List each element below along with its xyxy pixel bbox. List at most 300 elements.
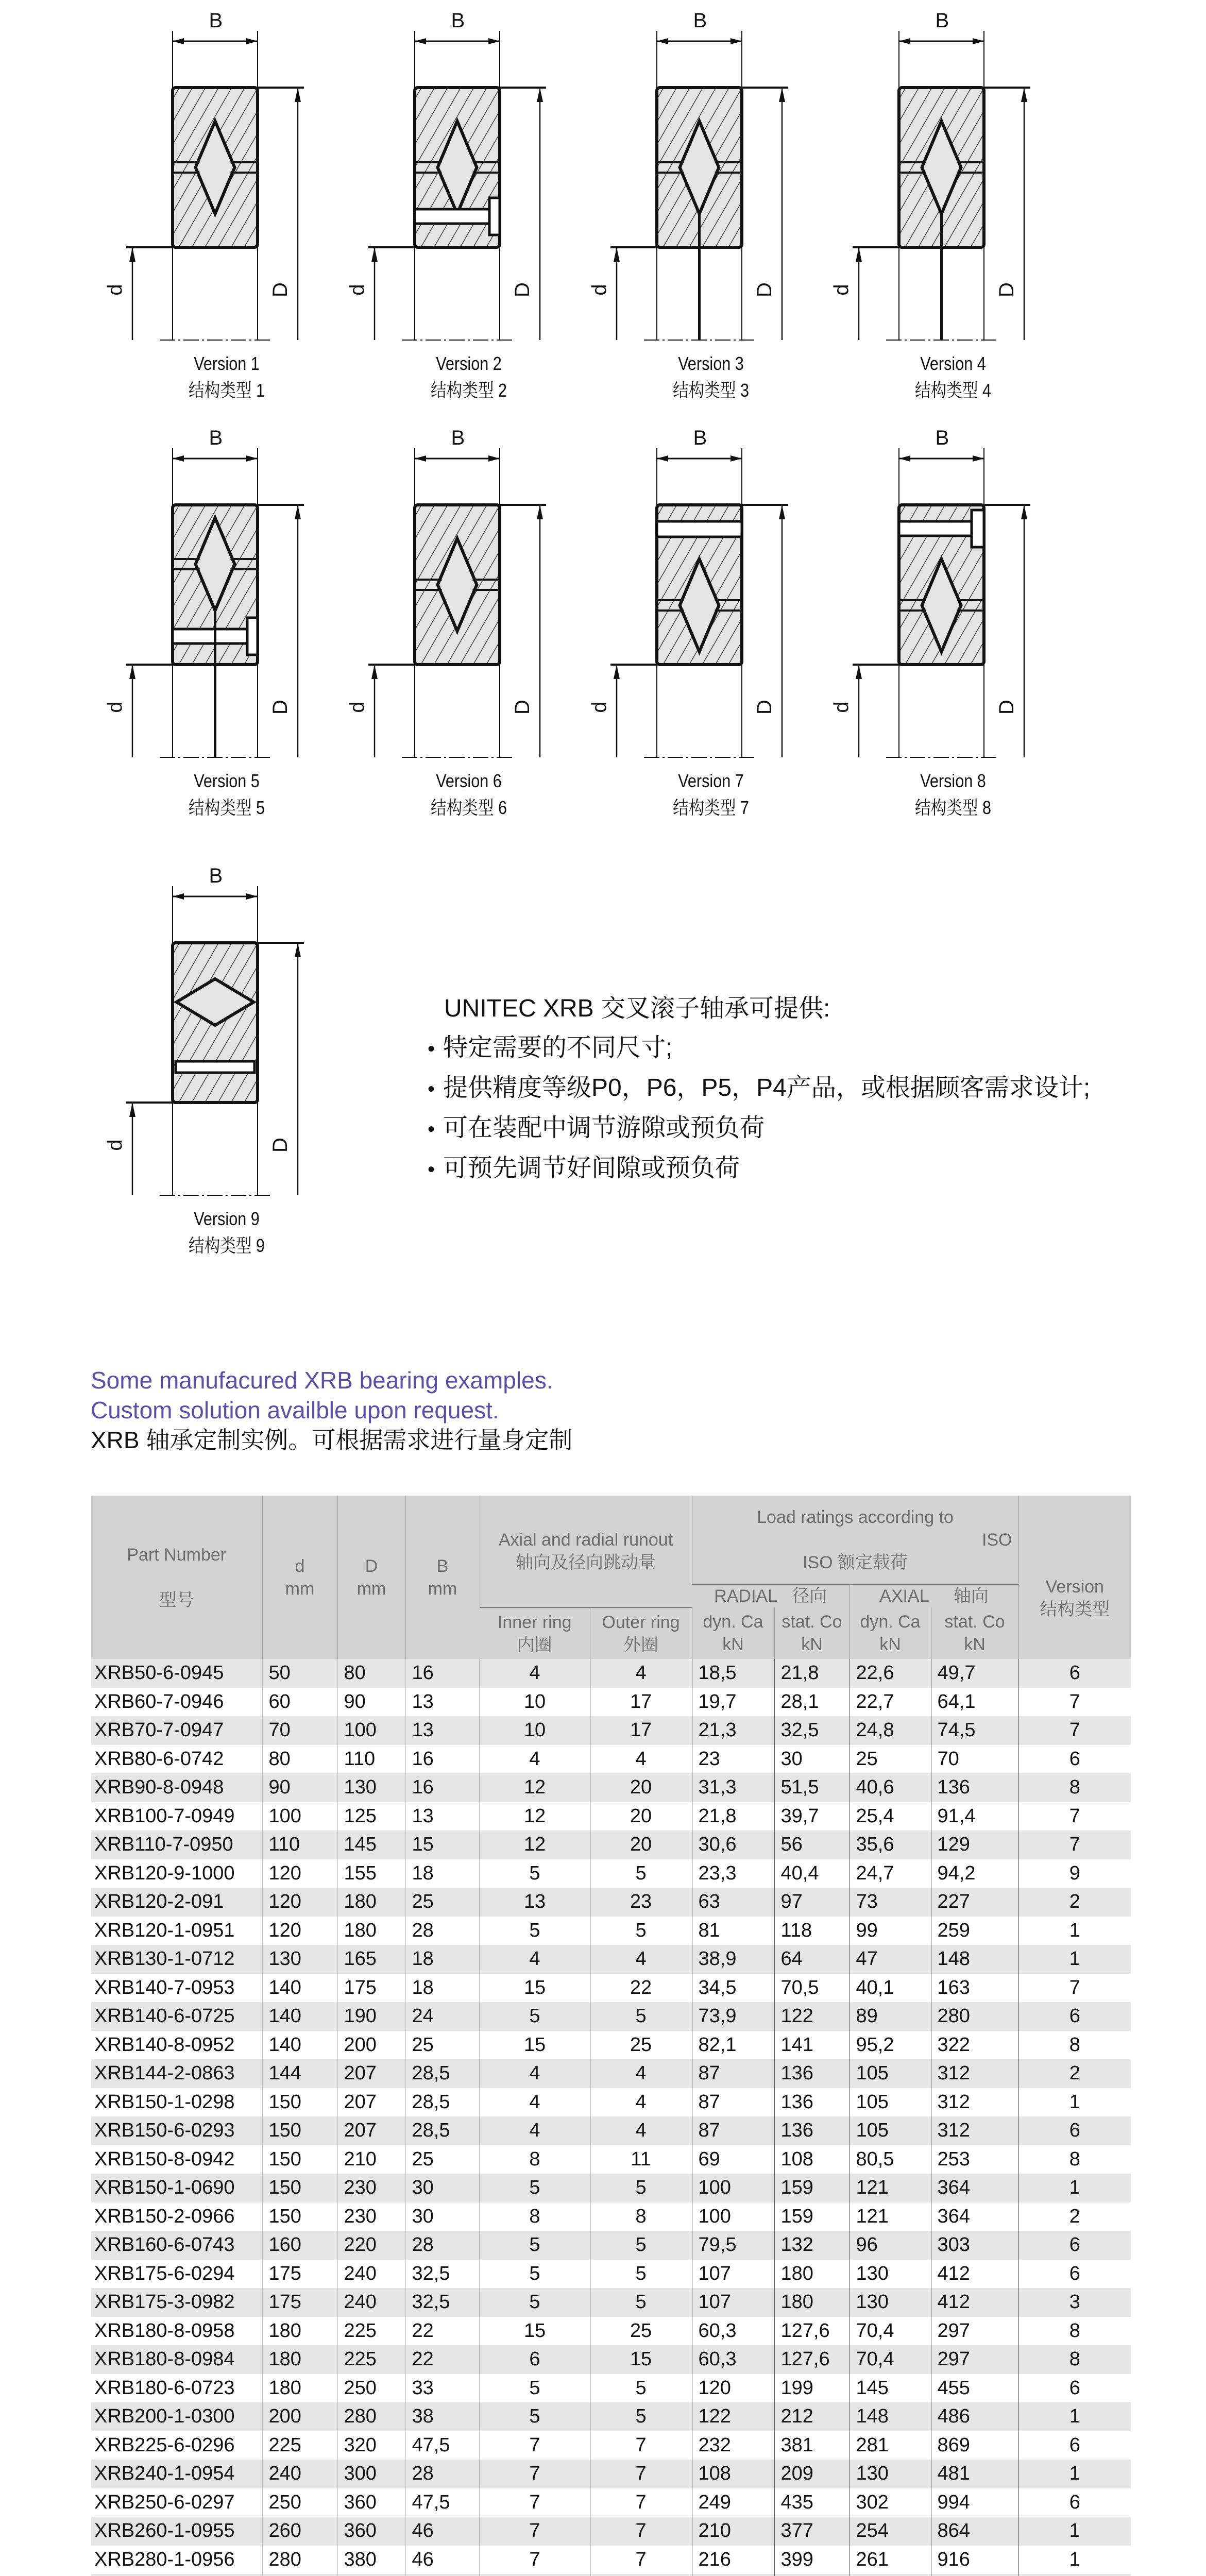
bearing-cross-section (93, 866, 361, 1226)
table-cell: 381 (774, 2431, 850, 2460)
table-cell: 260 (262, 2517, 337, 2546)
table-cell (1018, 2574, 1131, 2576)
table-cell: 28,5 (405, 2116, 480, 2145)
table-cell: 360 (337, 2488, 405, 2517)
table-cell: 110 (337, 1745, 405, 1774)
table-cell: 70 (931, 1745, 1018, 1774)
table-cell: 22 (405, 2317, 480, 2346)
table-cell: 100 (692, 2202, 774, 2231)
table-row (91, 1802, 1131, 1831)
table-cell: 2 (1018, 1888, 1131, 1917)
table-cell: 4 (480, 1745, 590, 1774)
table-cell: 8 (480, 2202, 590, 2231)
table-cell: 180 (262, 2317, 337, 2346)
header-text: dyn. Ca (703, 1612, 763, 1632)
table-cell: 23 (692, 1745, 774, 1774)
table-cell: 7 (1018, 1688, 1131, 1717)
version-drawing (819, 10, 1087, 422)
header-D (337, 1496, 405, 1659)
table-cell: 127,6 (774, 2317, 850, 2346)
table-cell: 8 (1018, 1773, 1131, 1802)
dimension-b-label: B (451, 427, 465, 449)
cell-part-number: XRB180-6-0723 (94, 2377, 235, 2399)
header-text-zh: 轴向及径向跳动量 (516, 1553, 656, 1572)
table-cell: 5 (480, 1917, 590, 1945)
cell-part-number: XRB175-6-0294 (94, 2262, 235, 2284)
table-cell: 994 (931, 2488, 1018, 2517)
table-cell: 280 (337, 2402, 405, 2431)
table-cell: 4 (590, 2088, 692, 2117)
table-cell: 5 (590, 1859, 692, 1888)
table-cell: 40,6 (850, 1773, 931, 1802)
table-cell: 8 (480, 2145, 590, 2174)
table-row (91, 2460, 1131, 2488)
table-cell: 13 (405, 1716, 480, 1745)
dimension-b-label: B (693, 427, 707, 449)
table-cell: 107 (692, 2288, 774, 2317)
table-cell (405, 2574, 480, 2576)
table-cell: 130 (850, 2460, 931, 2488)
table-cell: 5 (480, 2002, 590, 2031)
table-cell: 74,5 (931, 1716, 1018, 1745)
cell-part-number: XRB140-8-0952 (94, 2033, 235, 2056)
version-drawing (335, 428, 603, 840)
table-cell: 19,7 (692, 1688, 774, 1717)
table-cell: 232 (692, 2431, 774, 2460)
table-cell: 125 (337, 1802, 405, 1831)
table-cell: 412 (931, 2288, 1018, 2317)
table-cell: 7 (480, 2488, 590, 2517)
table-cell: 4 (590, 1659, 692, 1688)
table-cell: 10 (480, 1688, 590, 1717)
table-cell: 320 (337, 2431, 405, 2460)
table-cell: 261 (850, 2546, 931, 2574)
table-cell: 5 (590, 2374, 692, 2403)
feature-list-title: UNITEC XRB 交叉滚子轴承可提供: (444, 995, 830, 1022)
table-cell: 7 (590, 2460, 692, 2488)
table-cell: 40,1 (850, 1974, 931, 2003)
table-cell: 23,3 (692, 1859, 774, 1888)
table-cell: 250 (337, 2374, 405, 2403)
header-text: stat. Co (782, 1612, 842, 1632)
header-unit: mm (285, 1579, 315, 1599)
table-cell: 4 (480, 1659, 590, 1688)
table-cell: 94,2 (931, 1859, 1018, 1888)
table-cell: 21,3 (692, 1716, 774, 1745)
table-cell: 9 (1018, 1859, 1131, 1888)
version-label: Version 4 (920, 353, 986, 374)
table-cell: 13 (480, 1888, 590, 1917)
table-cell: 16 (405, 1773, 480, 1802)
dimension-D-label: D (268, 282, 292, 297)
cell-part-number: XRB80-6-0742 (94, 1748, 224, 1770)
table-cell: 377 (774, 2517, 850, 2546)
table-cell: 254 (850, 2517, 931, 2546)
table-cell: 28,5 (405, 2059, 480, 2088)
table-cell: 25 (405, 2031, 480, 2060)
table-cell: 46 (405, 2546, 480, 2574)
table-cell: 225 (337, 2345, 405, 2374)
bullet-icon: • (428, 1078, 435, 1100)
table-cell: 47,5 (405, 2431, 480, 2460)
bullet-icon: • (428, 1158, 435, 1181)
table-cell: 99 (850, 1917, 931, 1945)
header-radial-stat (774, 1607, 850, 1659)
table-cell: 87 (692, 2088, 774, 2117)
table-row (91, 1659, 1131, 1688)
table-cell: 7 (1018, 1831, 1131, 1859)
table-cell: 160 (262, 2231, 337, 2260)
table-cell: 95,2 (850, 2031, 931, 2060)
table-cell: 5 (480, 2374, 590, 2403)
cell-part-number: XRB70-7-0947 (91, 1716, 262, 1745)
table-cell: 259 (931, 1917, 1018, 1945)
table-cell: 28 (405, 2460, 480, 2488)
table-cell: 15 (405, 1831, 480, 1859)
table-cell: 140 (262, 1974, 337, 2003)
header-unit: mm (428, 1579, 457, 1599)
version-label-zh: 结构类型 1 (189, 380, 265, 401)
table-cell: 80,5 (850, 2145, 931, 2174)
table-cell: 20 (590, 1831, 692, 1859)
table-cell: 70,4 (850, 2345, 931, 2374)
table-cell: 4 (590, 2059, 692, 2088)
table-cell: 25,4 (850, 1802, 931, 1831)
table-cell: 122 (774, 2002, 850, 2031)
table-cell: 28,1 (774, 1688, 850, 1717)
cell-part-number: XRB60-7-0946 (94, 1690, 224, 1713)
feature-item (428, 1109, 1090, 1149)
table-cell: 21,8 (692, 1802, 774, 1831)
table-row (91, 1773, 1131, 1802)
table-cell (590, 2574, 692, 2576)
table-cell: 297 (931, 2317, 1018, 2346)
table-row (91, 1974, 1131, 2003)
table-cell: 200 (262, 2402, 337, 2431)
table-row (91, 1716, 1131, 1745)
table-cell: 159 (774, 2174, 850, 2202)
note-line-1: Some manufacured XRB bearing examples. (91, 1367, 553, 1394)
table-cell: 120 (692, 2374, 774, 2403)
dimension-D-label: D (268, 1138, 292, 1153)
table-cell: 46 (405, 2517, 480, 2546)
table-cell: 1 (1018, 2402, 1131, 2431)
table-cell: 200 (337, 2031, 405, 2060)
header-axial-dyn (850, 1607, 931, 1659)
header-radial (692, 1584, 850, 1607)
version-drawing (335, 10, 603, 422)
table-cell: 25 (590, 2031, 692, 2060)
version-label-zh: 结构类型 2 (431, 380, 507, 401)
version-label-zh: 结构类型 3 (673, 380, 749, 401)
table-cell: 180 (774, 2288, 850, 2317)
table-cell: 1 (1018, 2460, 1131, 2488)
version-drawing (93, 428, 361, 840)
table-cell: 12 (480, 1802, 590, 1831)
version-label-zh: 结构类型 9 (189, 1235, 265, 1256)
header-text: Part Number (127, 1545, 227, 1565)
table-cell: 455 (931, 2374, 1018, 2403)
cell-part-number: XRB100-7-0949 (94, 1805, 235, 1827)
bearing-cross-section (93, 10, 361, 371)
table-row (91, 1945, 1131, 1974)
table-cell: 39,7 (774, 1802, 850, 1831)
header-unit: kN (964, 1635, 986, 1654)
table-cell: 8 (1018, 2345, 1131, 2374)
table-cell: 13 (405, 1802, 480, 1831)
header-load-ratings (692, 1496, 1018, 1584)
table-cell: 8 (1018, 2317, 1131, 2346)
table-cell (850, 2574, 931, 2576)
table-cell: 79,5 (692, 2231, 774, 2260)
table-cell: 130 (850, 2260, 931, 2289)
table-cell: 140 (262, 2031, 337, 2060)
table-cell: 225 (337, 2317, 405, 2346)
version-label: Version 1 (194, 353, 260, 374)
bearing-cross-section (577, 428, 845, 788)
table-cell: 105 (850, 2059, 931, 2088)
table-cell: 212 (774, 2402, 850, 2431)
table-cell: 150 (262, 2202, 337, 2231)
table-cell: 81 (692, 1917, 774, 1945)
table-row (91, 2517, 1131, 2546)
table-cell: 64 (774, 1945, 850, 1974)
table-cell: 4 (480, 2088, 590, 2117)
dimension-d-label: d (346, 284, 369, 296)
header-text-zh: 结构类型 (1040, 1599, 1110, 1619)
table-cell: 51,5 (774, 1773, 850, 1802)
table-cell: 22,6 (850, 1659, 931, 1688)
table-cell: 32,5 (405, 2260, 480, 2289)
header-unit: kN (879, 1635, 901, 1654)
table-cell: 5 (590, 2402, 692, 2431)
cell-part-number: XRB150-6-0293 (91, 2116, 262, 2145)
table-row (91, 1888, 1131, 1917)
bearing-cross-section (93, 428, 361, 788)
table-row (91, 2145, 1131, 2174)
table-cell: 127,6 (774, 2345, 850, 2374)
dimension-d-label: d (104, 284, 127, 296)
table-cell: 22,7 (850, 1688, 931, 1717)
table-cell: 280 (931, 2002, 1018, 2031)
table-cell: 136 (931, 1773, 1018, 1802)
table-cell: 380 (337, 2546, 405, 2574)
feature-item (428, 1028, 1090, 1069)
table-cell: 7 (480, 2460, 590, 2488)
table-cell: 8 (590, 2202, 692, 2231)
header-text: AXIAL (879, 1586, 929, 1606)
table-cell: 5 (480, 2260, 590, 2289)
header-text-iso: ISO (981, 1530, 1012, 1550)
table-cell: 15 (590, 2345, 692, 2374)
header-text: d (295, 1556, 305, 1576)
table-cell: 3 (1018, 2288, 1131, 2317)
table-cell: 916 (931, 2546, 1018, 2574)
table-cell: 7 (590, 2488, 692, 2517)
table-cell: 250 (262, 2488, 337, 2517)
table-cell: 30 (405, 2202, 480, 2231)
header-text-zh: 轴向 (953, 1586, 989, 1606)
dimension-b-label: B (209, 427, 223, 449)
header-unit: kN (722, 1635, 744, 1654)
table-cell: 864 (931, 2517, 1018, 2546)
table-cell: 412 (931, 2260, 1018, 2289)
table-cell: 6 (480, 2345, 590, 2374)
table-cell: 32,5 (774, 1716, 850, 1745)
header-radial-dyn (692, 1607, 774, 1659)
table-cell: 364 (931, 2202, 1018, 2231)
header-runout (480, 1496, 692, 1607)
table-cell: 5 (590, 2260, 692, 2289)
table-cell: 25 (405, 1888, 480, 1917)
dimension-b-label: B (693, 9, 707, 32)
table-cell: 6 (1018, 2116, 1131, 2145)
table-cell (931, 2574, 1018, 2576)
table-cell: 240 (337, 2260, 405, 2289)
cell-part-number: XRB150-2-0966 (94, 2205, 235, 2227)
cell-part-number: XRB175-3-0982 (91, 2288, 262, 2317)
header-part-number (91, 1496, 262, 1659)
table-row (91, 2174, 1131, 2202)
table-cell: 7 (590, 2517, 692, 2546)
dimension-d-label: d (104, 1139, 127, 1151)
table-cell: 180 (262, 2345, 337, 2374)
version-label: Version 9 (194, 1208, 260, 1229)
feature-text: 提供精度等级P0，P6，P5，P4产品，或根据顾客需求设计; (443, 1074, 1091, 1101)
table-cell: 96 (850, 2231, 931, 2260)
table-row (91, 2088, 1131, 2117)
cell-part-number: XRB150-1-0298 (94, 2091, 235, 2113)
table-cell: 90 (337, 1688, 405, 1717)
table-cell: 100 (262, 1802, 337, 1831)
table-cell: 399 (774, 2546, 850, 2574)
version-label: Version 6 (436, 770, 502, 791)
dimension-d-label: d (346, 701, 369, 713)
table-row (91, 1831, 1131, 1859)
table-cell: 25 (590, 2317, 692, 2346)
table-cell: 249 (692, 2488, 774, 2517)
header-text: Axial and radial runout (498, 1530, 673, 1550)
table-cell: 5 (590, 1917, 692, 1945)
table-cell: 175 (337, 1974, 405, 2003)
table-cell: 150 (262, 2145, 337, 2174)
table-cell: 25 (850, 1745, 931, 1774)
table-cell: 64,1 (931, 1688, 1018, 1717)
cell-part-number: XRB260-1-0955 (91, 2517, 262, 2546)
table-cell: 140 (262, 2002, 337, 2031)
table-cell (692, 2574, 774, 2576)
table-row (91, 2574, 1131, 2576)
table-cell: 18 (405, 1945, 480, 1974)
table-cell: 6 (1018, 2231, 1131, 2260)
version-label: Version 5 (194, 770, 260, 791)
dimension-b-label: B (935, 9, 949, 32)
table-cell: 35,6 (850, 1831, 931, 1859)
table-cell: 230 (337, 2202, 405, 2231)
table-cell: 1 (1018, 1945, 1131, 1974)
table-row (91, 2374, 1131, 2403)
feature-item (428, 1069, 1090, 1109)
table-cell: 4 (480, 1945, 590, 1974)
table-cell: 210 (692, 2517, 774, 2546)
table-cell: 136 (774, 2088, 850, 2117)
table-cell: 159 (774, 2202, 850, 2231)
table-cell: 7 (1018, 1802, 1131, 1831)
table-cell: 32,5 (405, 2288, 480, 2317)
cell-part-number: XRB150-1-0690 (91, 2174, 262, 2202)
table-cell: 49,7 (931, 1659, 1018, 1688)
table-cell: 10 (480, 1716, 590, 1745)
cell-part-number: XRB120-2-091 (91, 1888, 262, 1917)
table-cell: 141 (774, 2031, 850, 2060)
table-cell: 60,3 (692, 2345, 774, 2374)
bearing-cross-section (577, 10, 845, 371)
header-text-zh: 型号 (159, 1590, 194, 1610)
table-row (91, 2431, 1131, 2460)
table-cell: 100 (337, 1716, 405, 1745)
table-cell: 5 (480, 2288, 590, 2317)
table-cell: 302 (850, 2488, 931, 2517)
table-cell: 30 (405, 2174, 480, 2202)
version-label-zh: 结构类型 5 (189, 797, 265, 818)
table-cell: 220 (337, 2231, 405, 2260)
table-cell: 207 (337, 2116, 405, 2145)
table-cell: 1 (1018, 2546, 1131, 2574)
table-cell: 225 (262, 2431, 337, 2460)
table-cell: 50 (262, 1659, 337, 1688)
table-cell: 130 (262, 1945, 337, 1974)
table-cell: 87 (692, 2059, 774, 2088)
cell-part-number: XRB180-8-0984 (91, 2345, 262, 2374)
table-cell: 120 (262, 1888, 337, 1917)
table-row (91, 2231, 1131, 2260)
table-cell: 148 (931, 1945, 1018, 1974)
dimension-b-label: B (935, 427, 949, 449)
table-cell: 5 (480, 1859, 590, 1888)
header-axial (850, 1584, 1018, 1607)
table-cell: 1 (1018, 2174, 1131, 2202)
table-row (91, 2546, 1131, 2574)
table-cell: 15 (480, 1974, 590, 2003)
table-cell: 1 (1018, 2517, 1131, 2546)
table-cell: 105 (850, 2116, 931, 2145)
version-label: Version 3 (678, 353, 744, 374)
header-text: dyn. Ca (860, 1612, 921, 1632)
header-text: Inner ring (497, 1612, 572, 1632)
cell-part-number: XRB130-1-0712 (91, 1945, 262, 1974)
note-line-2: Custom solution availble upon request. (91, 1397, 499, 1423)
table-cell: 1 (1018, 1917, 1131, 1945)
table-row (91, 1917, 1131, 1945)
cell-part-number: XRB180-8-0958 (94, 2319, 235, 2342)
table-cell: 11 (590, 2145, 692, 2174)
table-cell: 12 (480, 1831, 590, 1859)
table-cell: 207 (337, 2059, 405, 2088)
header-version (1018, 1496, 1131, 1659)
dimension-D-label: D (753, 282, 776, 297)
table-cell: 5 (480, 2231, 590, 2260)
bullet-icon: • (428, 1118, 435, 1141)
table-cell: 144 (262, 2059, 337, 2088)
table-cell: 869 (931, 2431, 1018, 2460)
table-cell: 60,3 (692, 2317, 774, 2346)
dimension-D-label: D (753, 700, 776, 715)
table-cell: 70,5 (774, 1974, 850, 2003)
table-row (91, 2059, 1131, 2088)
table-cell: 25 (405, 2145, 480, 2174)
table-cell: 5 (590, 2288, 692, 2317)
table-cell: 360 (337, 2517, 405, 2546)
